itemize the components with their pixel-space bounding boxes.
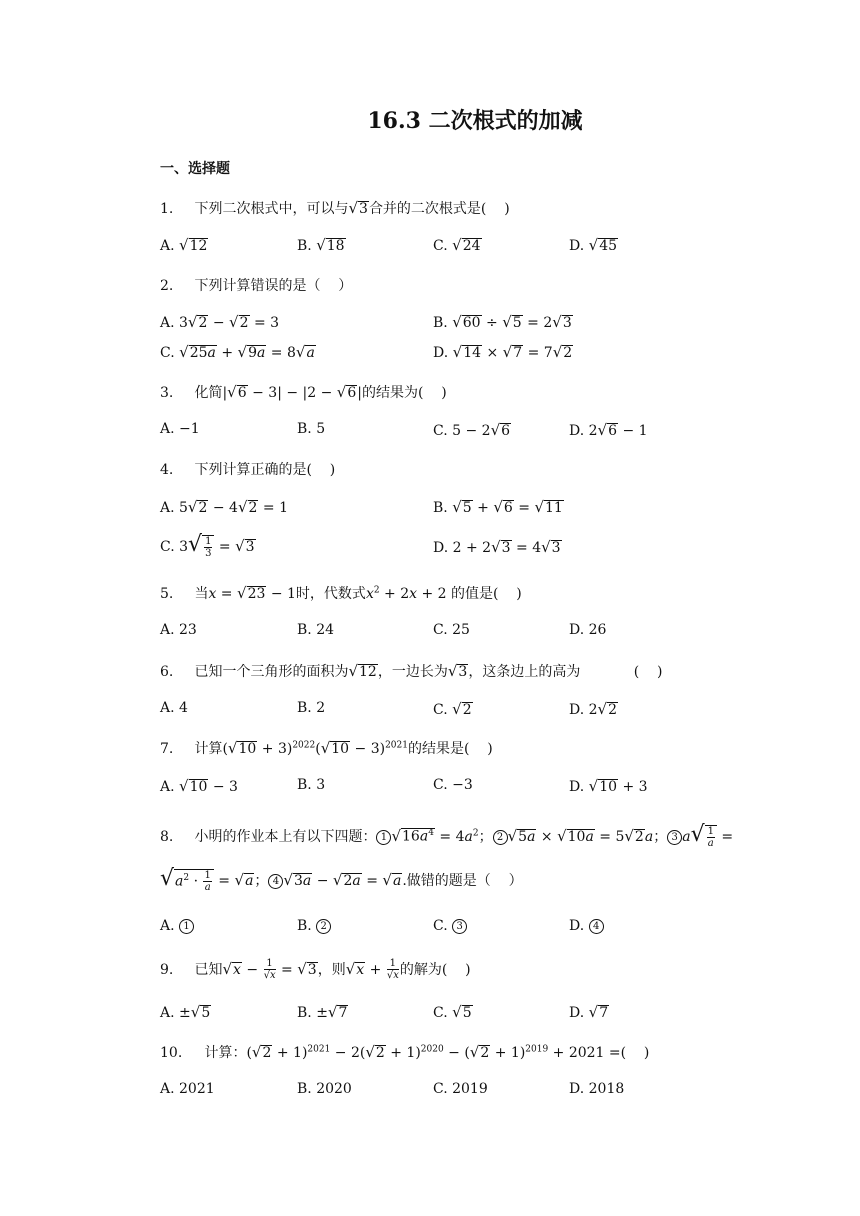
option-b[interactable]: B. 2 bbox=[297, 700, 326, 716]
option-b[interactable]: B. 24 bbox=[297, 622, 335, 638]
question-text: 计算：$(√2 + 1)^{2021} - 2(√2 + 1)^{2020} - (√2 + 1)^{2019} + 2021$ =( ) bbox=[204, 1043, 650, 1061]
question-text: 下列计算正确的是( ) bbox=[194, 462, 336, 478]
question-8-line2 bbox=[160, 866, 523, 893]
option-a[interactable]: A. ±√5 bbox=[160, 1003, 211, 1021]
option-d[interactable]: D. 2√6 − 1 bbox=[569, 421, 648, 439]
option-c[interactable]: C. √5 bbox=[433, 1003, 472, 1021]
question-number: 6. bbox=[160, 664, 174, 680]
question-text-line2: $√a^2$ · $\frac{1}{a}$ = √a； 4 √3a − √2a = √a.做错的题是（ ） bbox=[160, 866, 523, 893]
option-d[interactable]: D. √7 bbox=[569, 1003, 609, 1021]
question-number: 9. bbox=[160, 961, 174, 978]
option-a[interactable]: A. −1 bbox=[160, 421, 200, 437]
option-d[interactable]: D. 2 + 2√3 = 4√3 bbox=[433, 538, 561, 556]
option-c[interactable]: C. 3√ $\frac{1}{3}$ = √3 bbox=[160, 532, 255, 559]
page-title: 16.3 二次根式的加减 bbox=[367, 108, 583, 134]
question-number: 5. bbox=[160, 586, 174, 602]
option-c[interactable]: C. 25 bbox=[433, 622, 470, 638]
question-text: 计算$(√10 + 3)^{2022}(√10 - 3)^{2021}$的结果是( ) bbox=[194, 739, 493, 757]
option-a[interactable]: A. 4 bbox=[160, 700, 188, 716]
question-3 bbox=[160, 382, 447, 402]
option-a[interactable]: A. 1 bbox=[160, 918, 194, 934]
question-6 bbox=[160, 661, 662, 681]
question-text-line1: 小明的作业本上有以下四题： 1 $√16a^4 = 4a^2$； 2 √5a × √10a = 5√2a； 3 a√ $\frac{1}{a}$ = bbox=[194, 822, 734, 849]
option-b[interactable]: B. 2 bbox=[297, 918, 331, 934]
option-d[interactable]: D. √10 + 3 bbox=[569, 777, 648, 795]
option-d[interactable]: D. √45 bbox=[569, 236, 618, 254]
question-9 bbox=[160, 958, 471, 981]
option-c[interactable]: C. √25a + √9a = 8√a bbox=[160, 343, 315, 361]
option-a[interactable]: A. 3√2 − √2 = 3 bbox=[160, 313, 280, 331]
option-a[interactable]: A. 2021 bbox=[160, 1081, 215, 1097]
question-1 bbox=[160, 198, 510, 218]
question-number: 10. bbox=[160, 1045, 183, 1061]
question-number: 4. bbox=[160, 462, 174, 478]
question-7 bbox=[160, 738, 493, 758]
option-d[interactable]: D. 2√2 bbox=[569, 700, 618, 718]
option-d[interactable]: D. 4 bbox=[569, 918, 604, 934]
question-number: 3. bbox=[160, 385, 174, 401]
option-d[interactable]: D. 26 bbox=[569, 622, 607, 638]
option-c[interactable]: C. √2 bbox=[433, 700, 472, 718]
option-d[interactable]: D. √14 × √7 = 7√2 bbox=[433, 343, 573, 361]
option-b[interactable]: B. 3 bbox=[297, 777, 326, 793]
question-4 bbox=[160, 459, 335, 479]
question-2 bbox=[160, 275, 352, 295]
option-c[interactable]: C. −3 bbox=[433, 777, 473, 793]
question-text: 化简|√6 − 3| − |2 − √6|的结果为( ) bbox=[194, 383, 447, 401]
question-number: 1. bbox=[160, 201, 174, 217]
question-number: 7. bbox=[160, 741, 174, 757]
option-a[interactable]: A. √12 bbox=[160, 236, 208, 254]
question-text: 下列计算错误的是（ ） bbox=[194, 278, 353, 294]
question-8 bbox=[160, 822, 733, 849]
option-a[interactable]: A. 5√2 − 4√2 = 1 bbox=[160, 498, 288, 516]
option-d[interactable]: D. 2018 bbox=[569, 1081, 625, 1097]
option-c[interactable]: C. 2019 bbox=[433, 1081, 488, 1097]
option-b[interactable]: B. √60 ÷ √5 = 2√3 bbox=[433, 313, 572, 331]
option-b[interactable]: B. 2020 bbox=[297, 1081, 352, 1097]
option-c[interactable]: C. 5 − 2√6 bbox=[433, 421, 511, 439]
question-text: 下列二次根式中，可以与√3合并的二次根式是( ) bbox=[194, 199, 510, 217]
question-text: 已知一个三角形的面积为√12，一边长为√3，这条边上的高为 ( ) bbox=[194, 662, 663, 680]
question-5 bbox=[160, 583, 522, 603]
option-c[interactable]: C. 3 bbox=[433, 918, 467, 934]
option-a[interactable]: A. √10 − 3 bbox=[160, 777, 238, 795]
section-heading: 一、选择题 bbox=[160, 161, 230, 177]
question-text: 当x = √23 − 1时，代数式$x^2 + 2x + 2$ 的值是( ) bbox=[194, 584, 522, 602]
option-b[interactable]: B. 5 bbox=[297, 421, 326, 437]
option-b[interactable]: B. √5 + √6 = √11 bbox=[433, 498, 563, 516]
question-10 bbox=[160, 1042, 649, 1062]
option-a[interactable]: A. 23 bbox=[160, 622, 197, 638]
question-number: 2. bbox=[160, 278, 174, 294]
option-b[interactable]: B. ±√7 bbox=[297, 1003, 348, 1021]
question-text: 已知√x − $\frac{1}{√x}$ = √3，则√x + $\frac{1}{√x}$ 的解为( ) bbox=[194, 958, 471, 981]
option-c[interactable]: C. √24 bbox=[433, 236, 481, 254]
option-b[interactable]: B. √18 bbox=[297, 236, 345, 254]
question-number: 8. bbox=[160, 829, 174, 845]
